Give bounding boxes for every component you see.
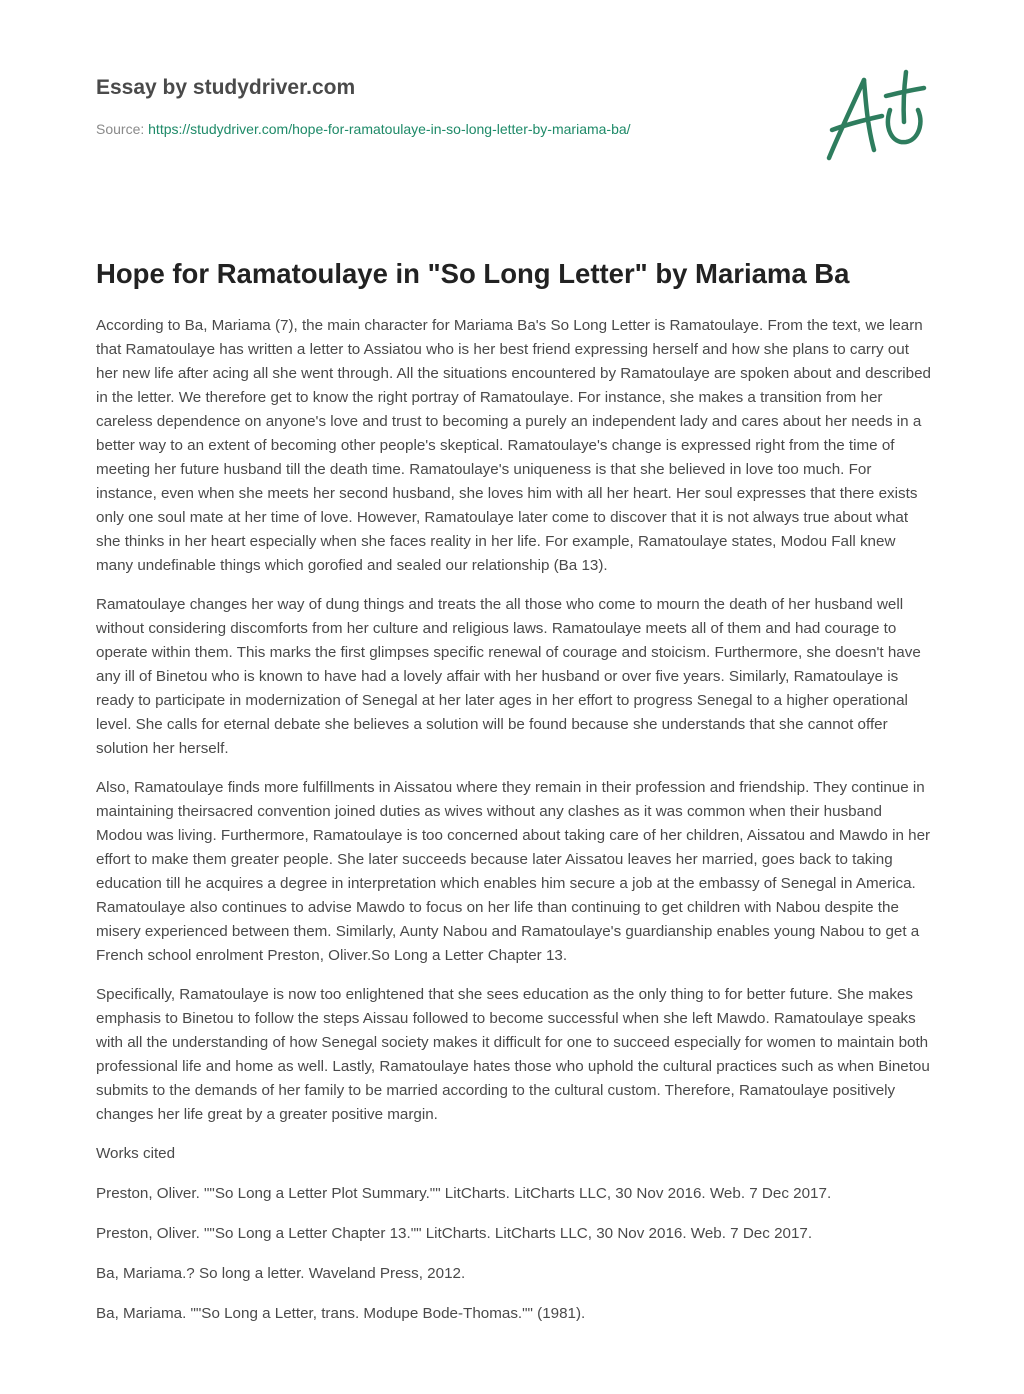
essay-paragraph: Specifically, Ramatoulaye is now too enlightened that she sees education as the only thing to for better future. She makes emphasis to Binetou to follow the steps Aissau followed to become successful when she left Mawdo. Ramatoulaye speaks with all the understanding of how Senegal society makes it difficult for one to succeed especially for women to maintain both professional life and home as well. Lastly, Ramatoulaye hates those who uphold the cultural practices such as when Binetou submits to the demands of her family to be married according to the cultural custom. Therefore, Ramatoulaye positively changes her life great by a greater positive margin. — [96, 986, 930, 1123]
site-title: Essay by studydriver.com — [96, 76, 356, 99]
essay-body — [96, 314, 932, 1342]
essay-paragraph: Also, Ramatoulaye finds more fulfillments in Aissatou where they remain in their profession and friendship. They continue in maintaining theirsacred convention joined duties as wives without any clashes as it was common when their husband Modou was living. Furthermore, Ramatoulaye is too concerned about taking care of her children, Aissatou and Mawdo in her effort to make them greater people. She later succeeds because later Aissatou leaves her married, goes back to taking education till he acquires a degree in interpretation which enables him secure a job at the embassy of Senegal in America. Ramatoulaye also continues to advise Mawdo to focus on her life than continuing to get children with Nabou despite the misery experienced between them. Similarly, Aunty Nabou and Ramatoulaye's guardianship enables young Nabou to get a French school enrolment Preston, Oliver.So Long a Letter Chapter 13. — [96, 779, 931, 964]
source-line — [96, 120, 796, 138]
source-link[interactable]: https://studydriver.com/hope-for-ramatoulaye-in-so-long-letter-by-mariama-ba/ — [148, 121, 631, 137]
a-plus-logo-icon — [820, 66, 930, 166]
essay-paragraph: Ramatoulaye changes her way of dung things and treats the all those who come to mourn the death of her husband well without considering discomforts from her culture and religious laws. Ramatoulaye meets all of them and had courage to operate within them. This marks the first glimpses specific renewal of courage and stoicism. Furthermore, she doesn't have any ill of Binetou who is known to have had a lovely affair with her husband or over five years. Similarly, Ramatoulaye is ready to participate in modernization of Senegal at her later ages in her effort to progress Senegal to a higher operational level. She calls for eternal debate she believes a solution will be found because she understands that she cannot offer solution her herself. — [96, 596, 921, 757]
citation: Ba, Mariama.? So long a letter. Waveland Press, 2012. — [96, 1265, 466, 1282]
citation: Ba, Mariama. ""So Long a Letter, trans. Modupe Bode-Thomas."" (1981). — [96, 1305, 586, 1322]
citation: Preston, Oliver. ""So Long a Letter Plot Summary."" LitCharts. LitCharts LLC, 30 Nov 2016. Web. 7 Dec 2017. — [96, 1185, 832, 1202]
source-label: Source: — [96, 121, 145, 137]
citation: Preston, Oliver. ""So Long a Letter Chapter 13."" LitCharts. LitCharts LLC, 30 Nov 2016. Web. 7 Dec 2017. — [96, 1225, 813, 1242]
essay-title: Hope for Ramatoulaye in "So Long Letter" by Mariama Ba — [96, 258, 850, 289]
page-header — [96, 74, 796, 138]
works-cited-heading: Works cited — [96, 1145, 176, 1162]
essay-paragraph: According to Ba, Mariama (7), the main character for Mariama Ba's So Long Letter is Ramatoulaye. From the text, we learn that Ramatoulaye has written a letter to Assiatou who is her best friend expressing herself and how she plans to carry out her new life after acing all she went through. All the situations encountered by Ramatoulaye are spoken about and described in the letter. We therefore get to know the right portray of Ramatoulaye. For instance, she makes a transition from her careless dependence on anyone's love and trust to becoming a purely an independent lady and cares about her needs in a better way to an extent of becoming other people's skeptical. Ramatoulaye's change is expressed right from the time of meeting her future husband till the death time. Ramatoulaye's uniqueness is that she believed in love too much. For instance, even when she meets her second husband, she loves him with all her heart. Her soul expresses that there exists only one soul mate at her time of love. However, Ramatoulaye later come to discover that it is not always true about what she thinks in her heart especially when she faces reality in her life. For example, Ramatoulaye states, Modou Fall knew many undefinable things which gorofied and sealed our relationship (Ba 13). — [96, 317, 931, 574]
